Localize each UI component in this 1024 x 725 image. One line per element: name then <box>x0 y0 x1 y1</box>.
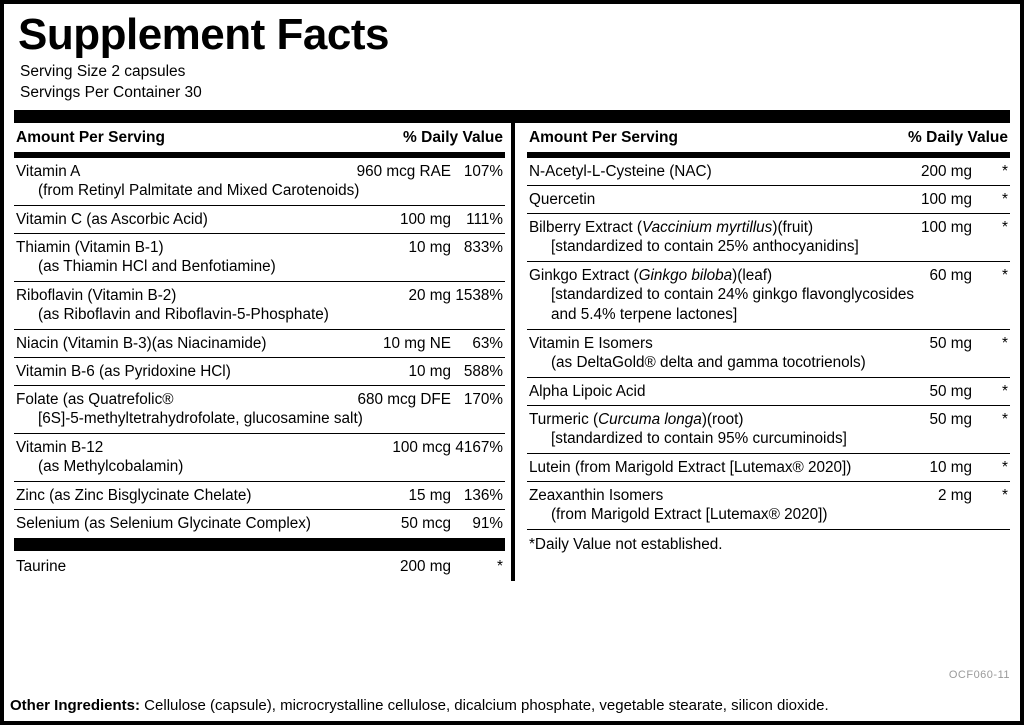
nutrient-name: Niacin (Vitamin B-3)(as Niacinamide) <box>16 335 267 353</box>
nutrient-dv: * <box>1002 335 1008 353</box>
nutrient-name: Folate (as Quatrefolic® <box>16 391 174 409</box>
nutrient-name: Zeaxanthin Isomers <box>528 487 664 505</box>
nutrient-dv: * <box>1002 459 1008 477</box>
nutrient-amount: 680 mcg DFE <box>357 391 451 409</box>
nutrient-name: Bilberry Extract (Vaccinium myrtillus)(fruit) <box>528 219 814 237</box>
nutrient-name: Quercetin <box>528 191 596 209</box>
nutrient-name: Vitamin E Isomers <box>528 335 653 353</box>
nutrient-dv: * <box>1002 411 1008 429</box>
nutrient-sub: (as Riboflavin and Riboflavin-5-Phosphate) <box>38 306 329 324</box>
right-column <box>521 123 1010 580</box>
nutrient-amount: 50 mg <box>929 335 972 353</box>
table-row <box>14 330 505 358</box>
nutrient-sub: (as Methylcobalamin) <box>38 458 184 476</box>
table-row <box>527 482 1010 529</box>
nutrient-amount: 10 mg NE <box>382 335 451 353</box>
other-ingredients <box>10 696 1014 716</box>
nutrient-amount: 10 mg <box>408 239 451 257</box>
nutrient-dv: 588% <box>463 363 503 381</box>
nutrient-name: Vitamin B-12 <box>16 439 104 457</box>
nutrient-amount: 200 mg <box>920 163 972 181</box>
other-ingredients-text: Cellulose (capsule), microcrystalline cellulose, dicalcium phosphate, vegetable stearate, silicon dioxide. <box>140 696 829 714</box>
nutrient-name: Lutein (from Marigold Extract [Lutemax® 2020]) <box>528 459 852 477</box>
table-row <box>527 454 1010 482</box>
nutrient-sub: (from Retinyl Palmitate and Mixed Carotenoids) <box>38 182 360 200</box>
nutrient-sub: [standardized to contain 95% curcuminoids] <box>550 430 847 448</box>
nutrient-amount: 100 mg <box>399 211 451 229</box>
nutrient-dv: * <box>1002 219 1008 237</box>
nutrient-name: N-Acetyl-L-Cysteine (NAC) <box>528 163 712 181</box>
table-row <box>527 330 1010 378</box>
table-row <box>14 386 505 434</box>
table-row <box>14 482 505 510</box>
other-ingredients-label: Other Ingredients: <box>10 696 141 714</box>
table-row <box>14 434 505 482</box>
nutrient-name: Selenium (as Selenium Glycinate Complex) <box>16 515 312 533</box>
table-row <box>14 158 505 206</box>
nutrient-name: Zinc (as Zinc Bisglycinate Chelate) <box>16 487 252 505</box>
table-row <box>527 378 1010 406</box>
nutrient-amount: 2 mg <box>937 487 972 505</box>
nutrient-dv: * <box>1002 191 1008 209</box>
nutrient-amount: 50 mg <box>929 411 972 429</box>
left-column <box>14 123 511 580</box>
right-column-header <box>527 123 1010 152</box>
nutrient-dv: 4167% <box>455 439 503 457</box>
nutrient-name: Thiamin (Vitamin B-1) <box>16 239 164 257</box>
serving-size: Serving Size 2 capsules <box>20 63 186 81</box>
nutrient-amount: 60 mg <box>929 267 972 285</box>
nutrient-amount: 50 mg <box>929 383 972 401</box>
nutrient-columns <box>14 123 1010 580</box>
nutrient-amount: 50 mcg <box>400 515 451 533</box>
right-amount-header: Amount Per Serving <box>528 129 678 147</box>
servings-per-container: Servings Per Container 30 <box>20 84 202 102</box>
table-row <box>527 158 1010 186</box>
daily-value-footnote: *Daily Value not established. <box>527 529 1010 554</box>
nutrient-dv: 170% <box>463 391 503 409</box>
nutrient-amount: 20 mg <box>408 287 451 305</box>
nutrient-amount: 10 mg <box>408 363 451 381</box>
table-row <box>14 282 505 330</box>
nutrient-sub: (from Marigold Extract [Lutemax® 2020]) <box>550 506 828 524</box>
nutrient-name: Vitamin C (as Ascorbic Acid) <box>16 211 208 229</box>
table-row <box>527 214 1010 262</box>
nutrient-amount: 100 mg <box>920 191 972 209</box>
page-title: Supplement Facts <box>18 10 389 59</box>
nutrient-sub: (as Thiamin HCl and Benfotiamine) <box>38 258 276 276</box>
nutrient-dv: 63% <box>472 335 503 353</box>
left-bottom-bar <box>14 538 505 551</box>
table-row <box>527 186 1010 214</box>
nutrient-name: Riboflavin (Vitamin B-2) <box>16 287 177 305</box>
nutrient-dv: 1538% <box>455 287 503 305</box>
nutrient-dv: * <box>497 557 503 575</box>
table-row <box>14 234 505 282</box>
nutrient-name: Vitamin B-6 (as Pyridoxine HCl) <box>16 363 231 381</box>
nutrient-name: Vitamin A <box>16 163 81 181</box>
nutrient-name: Ginkgo Extract (Ginkgo biloba)(leaf) <box>528 267 773 285</box>
nutrient-dv: * <box>1002 383 1008 401</box>
nutrient-name: Turmeric (Curcuma longa)(root) <box>528 411 744 429</box>
nutrient-amount: 100 mcg <box>392 439 451 457</box>
nutrient-dv: * <box>1002 487 1008 505</box>
nutrient-sub: (as DeltaGold® delta and gamma tocotrienols) <box>550 354 866 372</box>
table-row <box>14 551 505 581</box>
nutrient-amount: 15 mg <box>408 487 451 505</box>
nutrient-sub: [6S]-5-methyltetrahydrofolate, glucosamine salt) <box>38 410 363 428</box>
nutrient-sub: [standardized to contain 24% ginkgo flavonglycosides <box>550 286 915 304</box>
nutrient-dv: * <box>1002 163 1008 181</box>
left-amount-header: Amount Per Serving <box>16 129 165 147</box>
nutrient-dv: 107% <box>463 163 503 181</box>
nutrient-sub-2: and 5.4% terpene lactones] <box>550 306 738 324</box>
nutrient-name: Alpha Lipoic Acid <box>528 383 646 401</box>
nutrient-amount: 960 mcg RAE <box>356 163 451 181</box>
left-dv-header: % Daily Value <box>403 129 503 147</box>
nutrient-sub: [standardized to contain 25% anthocyanidins] <box>550 238 859 256</box>
nutrient-dv: * <box>1002 267 1008 285</box>
table-row <box>14 358 505 386</box>
top-divider-bar <box>14 110 1010 123</box>
right-dv-header: % Daily Value <box>908 129 1008 147</box>
nutrient-amount: 100 mg <box>920 219 972 237</box>
nutrient-amount: 10 mg <box>929 459 972 477</box>
table-row <box>527 406 1010 454</box>
nutrient-dv: 136% <box>463 487 503 505</box>
table-row <box>14 206 505 234</box>
nutrient-dv: 111% <box>466 211 503 229</box>
right-nutrient-rows <box>527 158 1010 529</box>
table-row <box>527 262 1010 330</box>
nutrient-dv: 833% <box>463 239 503 257</box>
nutrient-name: Taurine <box>16 557 67 575</box>
left-nutrient-rows <box>14 158 505 537</box>
left-column-header <box>14 123 505 152</box>
table-row <box>14 510 505 537</box>
product-code: OCF060-11 <box>948 669 1010 681</box>
nutrient-dv: 91% <box>472 515 503 533</box>
nutrient-amount: 200 mg <box>399 557 451 575</box>
column-divider <box>511 123 515 580</box>
